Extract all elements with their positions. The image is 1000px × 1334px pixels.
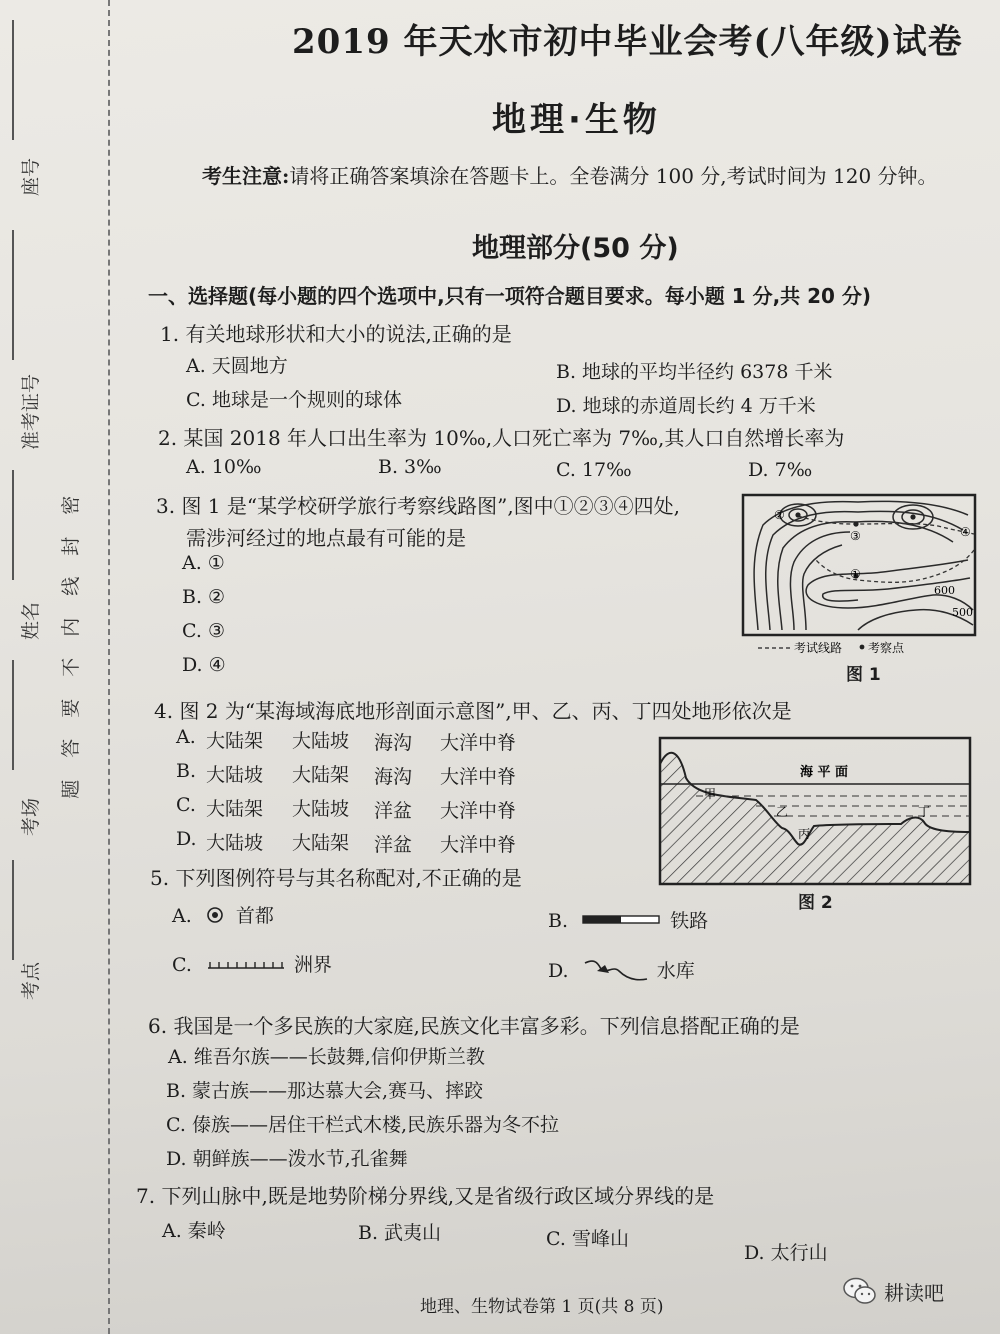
figure1-mark-4: ④ bbox=[960, 525, 971, 539]
figure1-route bbox=[798, 516, 974, 582]
figure1-point-4 bbox=[910, 514, 915, 519]
figure1-legend-point-dot bbox=[860, 645, 865, 650]
figure1-point-3 bbox=[853, 521, 858, 526]
railway-symbol-icon bbox=[582, 913, 660, 927]
q2-option-d: D. 7‰ bbox=[748, 459, 813, 481]
seal-char: 线 bbox=[59, 576, 82, 596]
q5-option-a bbox=[172, 901, 274, 928]
figure2-label-yi: 乙 bbox=[776, 805, 789, 819]
watermark bbox=[842, 1276, 944, 1306]
figure1-contour-map bbox=[738, 490, 984, 665]
figure1-mark-2: ② bbox=[774, 508, 785, 522]
ticket-underline bbox=[12, 230, 14, 360]
q4-option-a-cell: 大陆坡 bbox=[292, 730, 350, 752]
q3-option-c: C. ③ bbox=[182, 620, 225, 642]
q6-option-a: A. 维吾尔族——长鼓舞,信仰伊斯兰教 bbox=[168, 1046, 485, 1068]
section-title: 地理部分(50 分) bbox=[472, 233, 679, 264]
exam-notice bbox=[202, 160, 938, 189]
seal-line-notice bbox=[56, 485, 86, 809]
q4-option-b-cell: B. bbox=[176, 760, 197, 782]
figure1-contour-600: 600 bbox=[934, 584, 955, 597]
q2-option-c: C. 17‰ bbox=[556, 459, 632, 481]
q3-option-b: B. ② bbox=[182, 586, 226, 608]
q4-option-b-cell: 大陆架 bbox=[292, 764, 350, 786]
figure1-contours bbox=[754, 501, 973, 630]
q4-stem: 4. 图 2 为“某海域海底地形剖面示意图”,甲、乙、丙、丁四处地形依次是 bbox=[154, 699, 792, 723]
q5-option-b-label: B. bbox=[548, 910, 569, 932]
q2-stem: 2. 某国 2018 年人口出生率为 10‰,人口死亡率为 7‰,其人口自然增长率为 bbox=[158, 426, 845, 450]
q4-option-a-cell: 大洋中脊 bbox=[440, 732, 517, 754]
exam-title: 2019 年天水市初中毕业会考(八年级)试卷 bbox=[292, 22, 963, 62]
q5-option-b-text: 铁路 bbox=[670, 910, 709, 932]
q7-option-b: B. 武夷山 bbox=[358, 1222, 442, 1244]
figure2-label-bing: 丙 bbox=[798, 827, 811, 841]
q5-option-c bbox=[172, 950, 332, 977]
q6-option-d: D. 朝鲜族——泼水节,孔雀舞 bbox=[166, 1148, 408, 1170]
figure1-legend-route: 考试线路 bbox=[794, 641, 843, 655]
watermark-label: 耕读吧 bbox=[884, 1280, 944, 1305]
capital-symbol-icon bbox=[204, 906, 226, 924]
q4-option-c-cell: 大陆架 bbox=[206, 798, 264, 820]
q1-option-d: D. 地球的赤道周长约 4 万千米 bbox=[556, 395, 816, 417]
q4-option-d-cell: D. bbox=[176, 828, 197, 850]
seal-char: 题 bbox=[59, 779, 82, 799]
name-label: 姓名 bbox=[20, 601, 42, 640]
room-underline bbox=[12, 660, 14, 770]
q5-option-b bbox=[548, 906, 708, 933]
figure1-mark-1: ① bbox=[850, 567, 861, 581]
q6-stem: 6. 我国是一个多民族的大家庭,民族文化丰富多彩。下列信息搭配正确的是 bbox=[148, 1014, 800, 1038]
q4-option-d-cell: 洋盆 bbox=[374, 834, 413, 856]
figure1-mark-3: ③ bbox=[850, 529, 861, 543]
q5-option-a-label: A. bbox=[172, 905, 192, 927]
figure2-label-ding: 丁 bbox=[918, 805, 931, 819]
q3-stem: 3. 图 1 是“某学校研学旅行考察线路图”,图中①②③④四处, bbox=[156, 494, 681, 518]
figure1-caption: 图 1 bbox=[846, 665, 881, 685]
q7-option-a: A. 秦岭 bbox=[162, 1220, 226, 1242]
q3-stem-line2: 需涉河经过的地点最有可能的是 bbox=[186, 526, 466, 550]
q5-option-d-label: D. bbox=[548, 960, 569, 982]
seal-char: 密 bbox=[59, 495, 82, 515]
figure1-legend-point: 考察点 bbox=[868, 641, 905, 655]
figure2-label-jia: 甲 bbox=[704, 787, 717, 801]
q4-option-c-cell: C. bbox=[176, 794, 196, 816]
figure1-contour-500: 500 bbox=[952, 606, 973, 619]
q1-stem: 1. 有关地球形状和大小的说法,正确的是 bbox=[160, 322, 512, 346]
q5-option-d bbox=[548, 956, 695, 983]
seat-label: 座号 bbox=[20, 157, 42, 196]
figure2-seabed-profile bbox=[656, 734, 976, 888]
q5-option-c-label: C. bbox=[172, 954, 192, 976]
q5-option-c-text: 洲界 bbox=[294, 954, 333, 976]
figure2-caption: 图 2 bbox=[798, 893, 833, 913]
page-footer: 地理、生物试卷第 1 页(共 8 页) bbox=[420, 1297, 664, 1317]
q7-option-c: C. 雪峰山 bbox=[546, 1228, 629, 1250]
q4-option-b-cell: 大洋中脊 bbox=[440, 766, 517, 788]
q4-option-a-cell: 大陆架 bbox=[206, 730, 264, 752]
exam-subtitle: 地理·生物 bbox=[492, 100, 661, 140]
q2-option-b: B. 3‰ bbox=[378, 456, 442, 478]
seal-char: 答 bbox=[59, 738, 82, 758]
q4-option-d-cell: 大洋中脊 bbox=[440, 834, 517, 856]
q7-stem: 7. 下列山脉中,既是地势阶梯分界线,又是省级行政区域分界线的是 bbox=[136, 1184, 715, 1208]
seal-char: 不 bbox=[59, 657, 82, 677]
seal-char: 封 bbox=[59, 536, 82, 556]
site-underline bbox=[12, 860, 14, 960]
notice-text: 请将正确答案填涂在答题卡上。全卷满分 100 分,考试时间为 120 分钟。 bbox=[289, 164, 938, 188]
notice-label: 考生注意: bbox=[202, 164, 290, 188]
name-underline bbox=[12, 470, 14, 580]
figure1-point-2 bbox=[795, 512, 800, 517]
q5-option-d-text: 水库 bbox=[656, 960, 695, 982]
seal-char: 要 bbox=[59, 698, 82, 718]
q4-option-c-cell: 大陆坡 bbox=[292, 798, 350, 820]
q4-option-a-cell: 海沟 bbox=[374, 732, 413, 754]
seat-underline bbox=[12, 20, 14, 140]
q7-option-d: D. 太行山 bbox=[744, 1242, 828, 1264]
q4-option-c-cell: 大洋中脊 bbox=[440, 800, 517, 822]
seal-char: 内 bbox=[59, 617, 82, 637]
continent-boundary-symbol-icon bbox=[206, 957, 286, 971]
figure2-sea-level-label: 海 平 面 bbox=[800, 765, 849, 780]
q4-option-c-cell: 洋盆 bbox=[374, 800, 413, 822]
q4-option-b-cell: 海沟 bbox=[374, 766, 413, 788]
q4-option-a-cell: A. bbox=[176, 726, 196, 748]
binding-margin-line bbox=[108, 0, 111, 1334]
q5-option-a-text: 首都 bbox=[235, 905, 274, 927]
room-label: 考场 bbox=[20, 797, 42, 836]
q1-option-a: A. 天圆地方 bbox=[186, 355, 288, 377]
ticket-label: 准考证号 bbox=[20, 373, 42, 450]
q6-option-c: C. 傣族——居住干栏式木楼,民族乐器为冬不拉 bbox=[166, 1114, 559, 1136]
q1-option-b: B. 地球的平均半径约 6378 千米 bbox=[556, 361, 833, 383]
q2-option-a: A. 10‰ bbox=[186, 456, 262, 478]
q4-option-b-cell: 大陆坡 bbox=[206, 764, 264, 786]
site-label: 考点 bbox=[20, 961, 42, 1000]
q3-option-a: A. ① bbox=[182, 552, 225, 574]
q4-option-d-cell: 大陆架 bbox=[292, 832, 350, 854]
q1-option-c: C. 地球是一个规则的球体 bbox=[186, 389, 402, 411]
q6-option-b: B. 蒙古族——那达慕大会,赛马、摔跤 bbox=[166, 1080, 484, 1102]
part-heading: 一、选择题(每小题的四个选项中,只有一项符合题目要求。每小题 1 分,共 20 分) bbox=[148, 284, 872, 308]
q3-option-d: D. ④ bbox=[182, 654, 226, 676]
q4-option-d-cell: 大陆坡 bbox=[206, 832, 264, 854]
q5-stem: 5. 下列图例符号与其名称配对,不正确的是 bbox=[150, 866, 522, 890]
reservoir-symbol-icon bbox=[583, 957, 649, 983]
wechat-icon bbox=[842, 1276, 878, 1306]
